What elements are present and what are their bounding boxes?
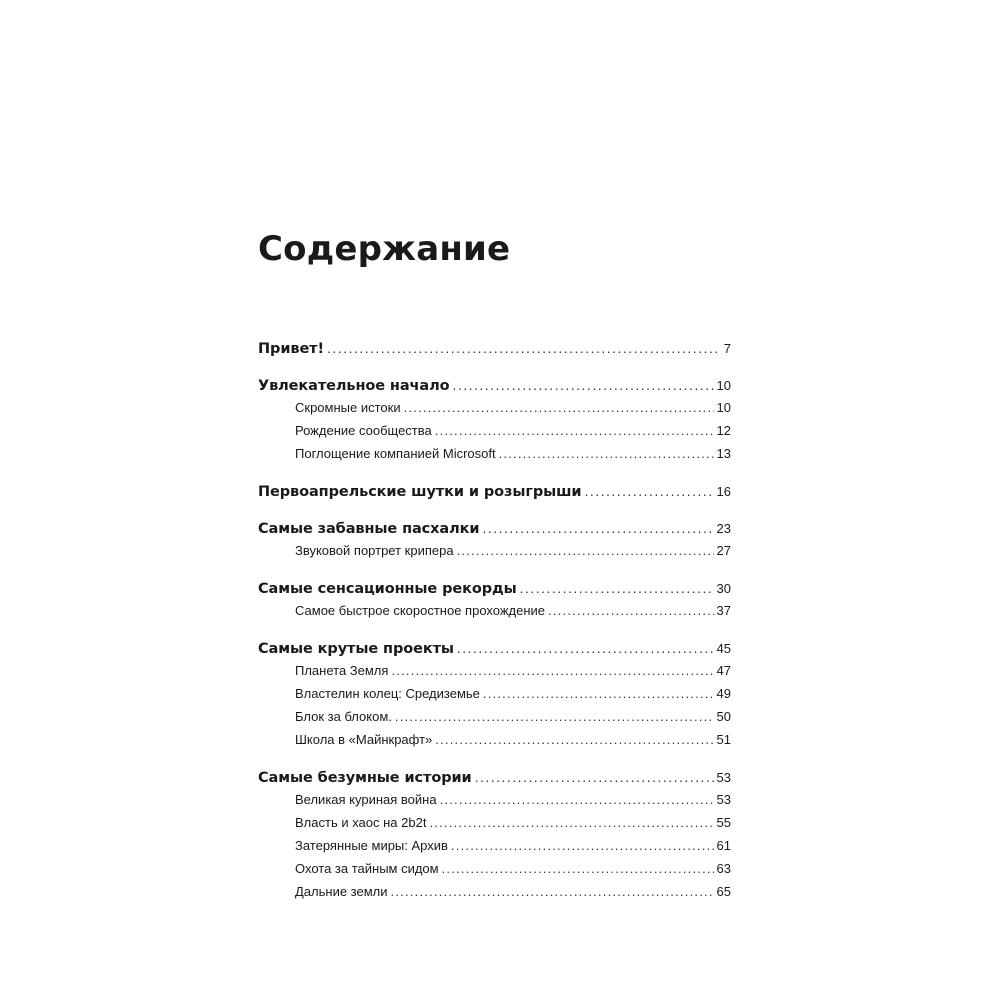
section-title: Великая куриная война [295, 792, 437, 807]
toc-section [258, 815, 731, 838]
page-number: 63 [716, 861, 731, 876]
page-number: 23 [716, 521, 731, 536]
dot-leader [435, 423, 714, 438]
page-number: 65 [716, 884, 731, 899]
dot-leader [429, 815, 713, 830]
toc-section [258, 792, 731, 815]
dot-leader [548, 603, 714, 618]
page-number: 16 [716, 484, 731, 499]
dot-leader [404, 400, 714, 415]
section-title: Звуковой портрет крипера [295, 543, 454, 558]
section-title: Блок за блоком. [295, 709, 392, 724]
section-title: Школа в «Майнкрафт» [295, 732, 433, 747]
dot-leader [585, 483, 714, 499]
dot-leader [327, 340, 721, 356]
toc-section [258, 603, 731, 626]
page-number: 12 [716, 423, 731, 438]
section-title: Властелин колец: Средиземье [295, 686, 480, 701]
section-title: Рождение сообщества [295, 423, 432, 438]
page-title: Содержание [258, 229, 511, 269]
page-number: 7 [723, 341, 731, 356]
toc-chapter [258, 483, 731, 506]
page-number: 53 [716, 770, 731, 785]
chapter-title: Увлекательное начало [258, 378, 450, 394]
toc-chapter [258, 340, 731, 363]
page-number: 45 [716, 641, 731, 656]
section-title: Охота за тайным сидом [295, 861, 439, 876]
chapter-title: Первоапрельские шутки и розыгрыши [258, 484, 582, 500]
chapter-title: Самые крутые проекты [258, 641, 454, 657]
dot-leader [440, 792, 714, 807]
dot-leader [457, 543, 714, 558]
toc-chapter [258, 640, 731, 663]
dot-leader [483, 686, 714, 701]
section-title: Скромные истоки [295, 400, 401, 415]
table-of-contents [258, 340, 731, 907]
toc-section [258, 861, 731, 884]
dot-leader [475, 769, 714, 785]
dot-leader [435, 732, 713, 747]
toc-section [258, 663, 731, 686]
page-number: 51 [716, 732, 731, 747]
section-title: Власть и хаос на 2b2t [295, 815, 427, 830]
toc-section [258, 709, 731, 732]
page-number: 55 [716, 815, 731, 830]
toc-chapter [258, 580, 731, 603]
dot-leader [442, 861, 714, 876]
chapter-title: Привет! [258, 341, 325, 357]
dot-leader [391, 663, 713, 678]
page-number: 49 [716, 686, 731, 701]
section-title: Затерянные миры: Архив [295, 838, 448, 853]
page-number: 50 [716, 709, 731, 724]
dot-leader [395, 709, 714, 724]
section-title: Планета Земля [295, 663, 389, 678]
page-number: 10 [716, 400, 731, 415]
toc-section [258, 446, 731, 469]
page-number: 30 [716, 581, 731, 596]
page-number: 47 [716, 663, 731, 678]
dot-leader [391, 884, 714, 899]
chapter-title: Самые сенсационные рекорды [258, 581, 517, 597]
section-title: Самое быстрое скоростное прохождение [295, 603, 546, 618]
toc-chapter [258, 377, 731, 400]
toc-section [258, 732, 731, 755]
page-number: 10 [716, 378, 731, 393]
dot-leader [520, 580, 714, 596]
toc-section [258, 884, 731, 907]
page-number: 53 [716, 792, 731, 807]
section-title: Поглощение компанией Microsoft [295, 446, 496, 461]
toc-section [258, 400, 731, 423]
toc-chapter [258, 520, 731, 543]
page-number: 13 [716, 446, 731, 461]
page-number: 27 [716, 543, 731, 558]
page-number: 61 [716, 838, 731, 853]
chapter-title: Самые забавные пасхалки [258, 521, 480, 537]
toc-section [258, 838, 731, 861]
page-number: 37 [716, 603, 731, 618]
dot-leader [452, 377, 713, 393]
section-title: Дальние земли [295, 884, 388, 899]
chapter-title: Самые безумные истории [258, 770, 472, 786]
toc-section [258, 423, 731, 446]
dot-leader [451, 838, 714, 853]
dot-leader [499, 446, 714, 461]
toc-section [258, 686, 731, 709]
toc-chapter [258, 769, 731, 792]
toc-section [258, 543, 731, 566]
dot-leader [457, 640, 714, 656]
dot-leader [482, 520, 713, 536]
